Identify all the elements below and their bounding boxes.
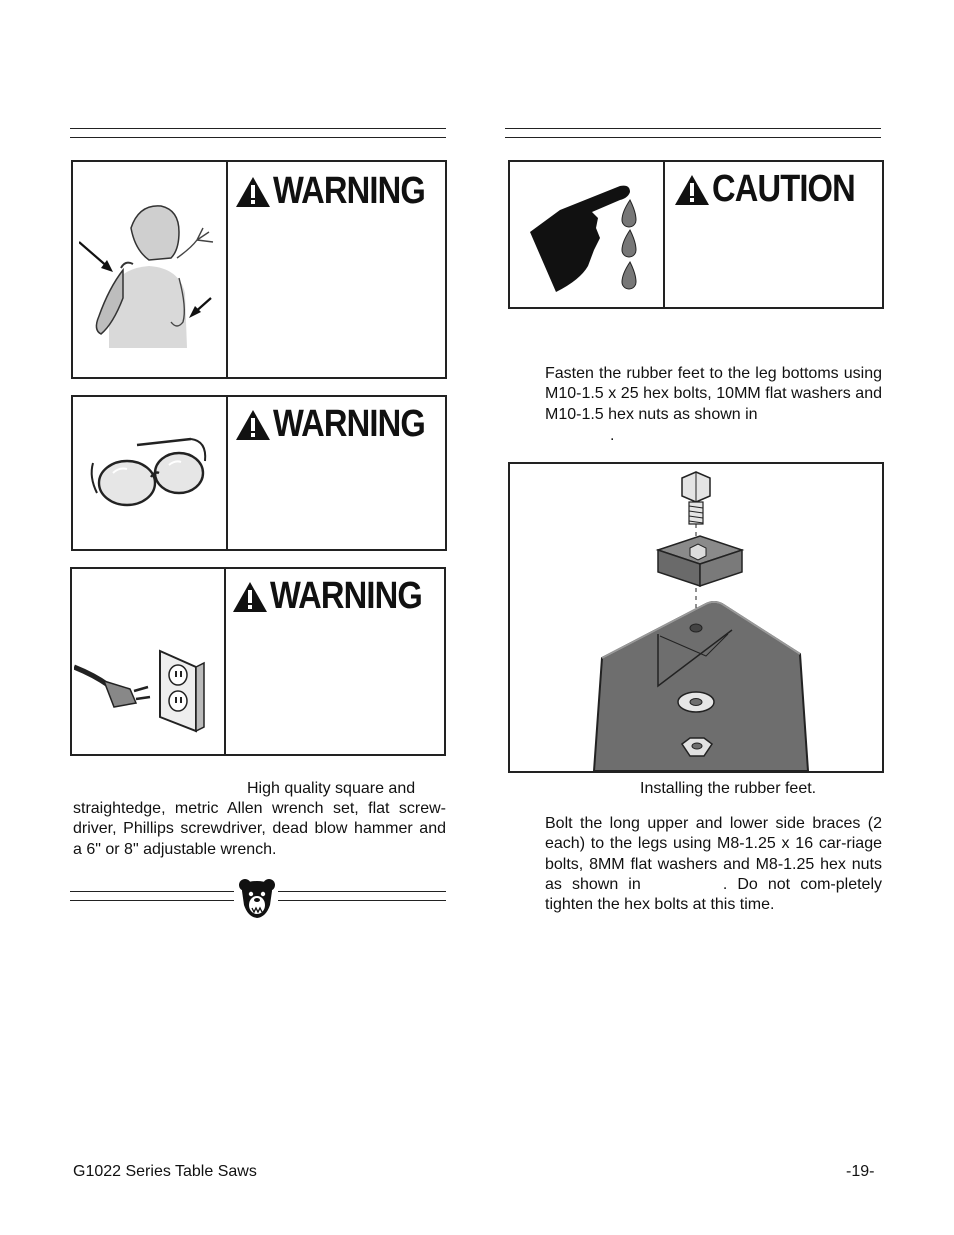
caution-signal bbox=[674, 168, 878, 211]
step-rubber-feet-end: . bbox=[610, 427, 615, 444]
rubber-foot-figure bbox=[508, 462, 884, 773]
hair-and-sleeves-icon bbox=[79, 198, 224, 356]
step-rubber-feet-text: Fasten the rubber feet to the leg bottoms using M10-1.5 x 25 hex bolts, 10MM flat washers and M10-1.5 hex nuts as shown in bbox=[545, 365, 882, 423]
warning-box-glasses bbox=[71, 395, 447, 551]
warning-signal-glasses bbox=[235, 403, 450, 446]
warning-triangle-icon bbox=[232, 581, 268, 613]
left-top-rule-2 bbox=[70, 137, 446, 138]
end-rule-right-1 bbox=[278, 891, 446, 892]
tools-paragraph-line1: High quality square and bbox=[247, 780, 416, 797]
warning-signal-outlet bbox=[232, 575, 447, 618]
warning-triangle-icon bbox=[235, 409, 271, 441]
dripping-finger-icon bbox=[526, 180, 652, 296]
warning-box-hair bbox=[71, 160, 447, 379]
warning-word: WARNING bbox=[270, 575, 422, 617]
plug-and-outlet-icon bbox=[74, 633, 214, 733]
warning-box-outlet bbox=[70, 567, 446, 756]
page-number: -19- bbox=[846, 1163, 875, 1180]
step-braces-text: Bolt the long upper and lower side braces (2 each) to the legs using M8-1.25 x 16 car-riage bolts, 8MM flat washers and M8-1.25 hex nuts as shown in . Do not com-pletely tighten the hex bolts at this time. bbox=[545, 815, 882, 914]
right-top-rule-1 bbox=[505, 128, 881, 129]
right-top-rule-2 bbox=[505, 137, 881, 138]
warning-word: WARNING bbox=[273, 170, 425, 212]
warning-triangle-icon bbox=[674, 174, 710, 206]
tools-paragraph: straightedge, metric Allen wrench set, flat screw-driver, Phillips screwdriver, dead blow hammer and a 6" or 8" adjustable wrench. bbox=[73, 800, 446, 858]
bear-logo-icon bbox=[238, 877, 276, 919]
end-rule-right-2 bbox=[278, 900, 446, 901]
caution-box bbox=[508, 160, 884, 309]
safety-glasses-icon bbox=[87, 433, 215, 515]
end-rule-left-2 bbox=[70, 900, 234, 901]
footer-title: G1022 Series Table Saws bbox=[73, 1163, 257, 1180]
warning-triangle-icon bbox=[235, 176, 271, 208]
left-top-rule-1 bbox=[70, 128, 446, 129]
figure-caption: Installing the rubber feet. bbox=[640, 780, 817, 797]
warning-signal-hair bbox=[235, 170, 450, 213]
end-rule-left-1 bbox=[70, 891, 234, 892]
rubber-foot-assembly-icon bbox=[510, 464, 882, 771]
warning-word: WARNING bbox=[273, 403, 425, 445]
caution-word: CAUTION bbox=[712, 168, 855, 210]
